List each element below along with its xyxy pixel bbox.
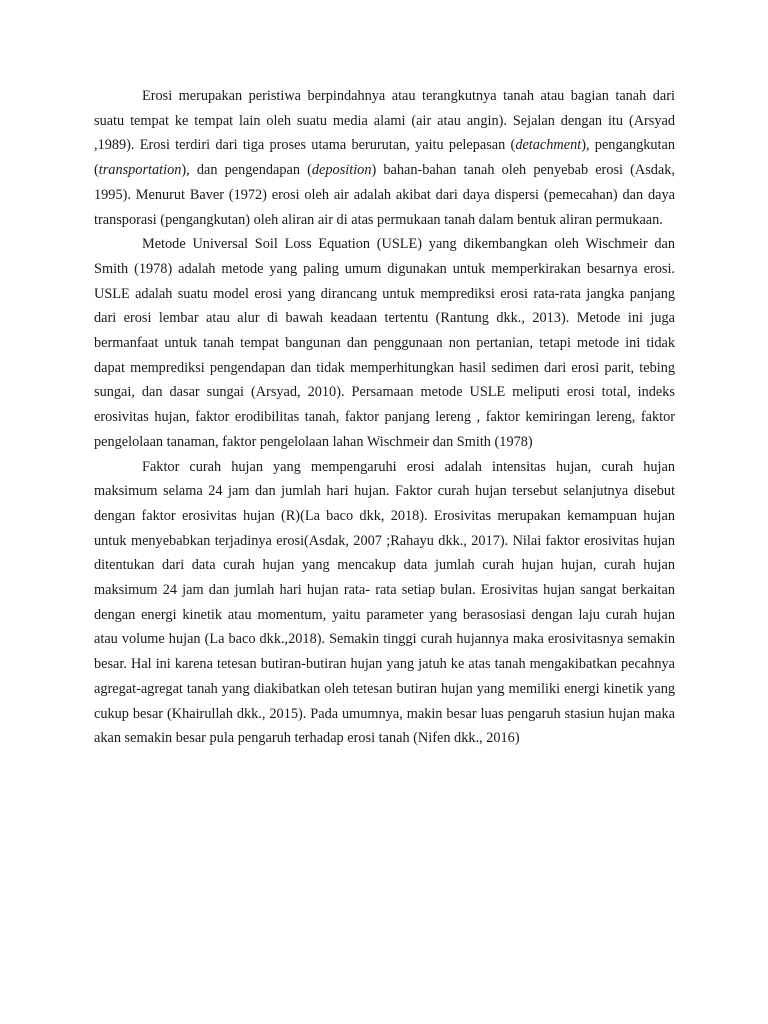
body-text: [94, 84, 675, 751]
paragraph-1-text-part-3: ), dan pengendapan (: [181, 162, 312, 179]
paragraph-erosion-definition: [94, 84, 675, 232]
paragraph-rainfall-factor: Faktor curah hujan yang mempengaruhi erosi adalah intensitas hujan, curah hujan maksimum selama 24 jam dan jumlah hari hujan. Faktor curah hujan tersebut selanjutnya disebut dengan faktor erosivitas hujan (R)(La baco dkk, 2018). Erosivitas merupakan kemampuan hujan untuk menyebabkan terjadinya erosi(Asdak, 2007 ;Rahayu dkk., 2017). Nilai faktor erosivitas hujan ditentukan dari data curah hujan yang mencakup data jumlah curah hujan hujan, curah hujan maksimum 24 jam dan jumlah hari hujan rata- rata setiap bulan. Erosivitas hujan sangat berkaitan dengan energi kinetik atau momentum, yaitu parameter yang berasosiasi dengan laju curah hujan atau volume hujan (La baco dkk.,2018). Semakin tinggi curah hujannya maka erosivitasnya semakin besar. Hal ini karena tetesan butiran-butiran hujan yang jatuh ke atas tanah mengakibatkan pecahnya agregat-agregat tanah yang diakibatkan oleh tetesan butiran hujan yang memiliki energi kinetik yang cukup besar (Khairullah dkk., 2015). Pada umumnya, makin besar luas pengaruh stasiun hujan maka akan semakin besar pula pengaruh terhadap erosi tanah (Nifen dkk., 2016): [94, 458, 675, 747]
term-deposition: deposition: [311, 162, 372, 179]
term-transportation: transportation: [98, 162, 182, 179]
paragraph-1-text-part-4: ) bahan-bahan tanah oleh penyebab erosi (Asdak, 1995). Menurut Baver (1972) erosi oleh air adalah akibat dari daya dispersi (pemecahan) dan daya transporasi (pengangkutan) oleh aliran air di atas permukaan tanah dalam bentuk aliran permukaan.: [94, 162, 675, 228]
paragraph-1-text-part-1: Erosi merupakan peristiwa berpindahnya atau terangkutnya tanah atau bagian tanah dari suatu tempat ke tempat lain oleh suatu media alami (air atau angin). Sejalan dengan itu (Arsyad ,1989). Erosi terdiri dari tiga proses utama berurutan, yaitu pelepasan (: [94, 88, 675, 154]
paragraph-1-text-part-2: ), pengangkutan (: [94, 137, 675, 179]
paragraph-usle-method: Metode Universal Soil Loss Equation (USLE) yang dikembangkan oleh Wischmeir dan Smith (1978) adalah metode yang paling umum digunakan untuk memperkirakan besarnya erosi. USLE adalah suatu model erosi yang dirancang untuk memprediksi erosi rata-rata jangka panjang dari erosi lembar atau alur di bawah keadaan tertentu (Rantung dkk., 2013). Metode ini juga bermanfaat untuk tanah tempat bangunan dan penggunaan non pertanian, tetapi metode ini tidak dapat memprediksi pengendapan dan tidak memperhitungkan hasil sedimen dari erosi parit, tebing sungai, dan dasar sungai (Arsyad, 2010). Persamaan metode USLE meliputi erosi total, indeks erosivitas hujan, faktor erodibilitas tanah, faktor panjang lereng , faktor kemiringan lereng, faktor pengelolaan tanaman, faktor pengelolaan lahan Wischmeir dan Smith (1978): [94, 236, 675, 450]
term-detachment: detachment: [515, 137, 582, 154]
